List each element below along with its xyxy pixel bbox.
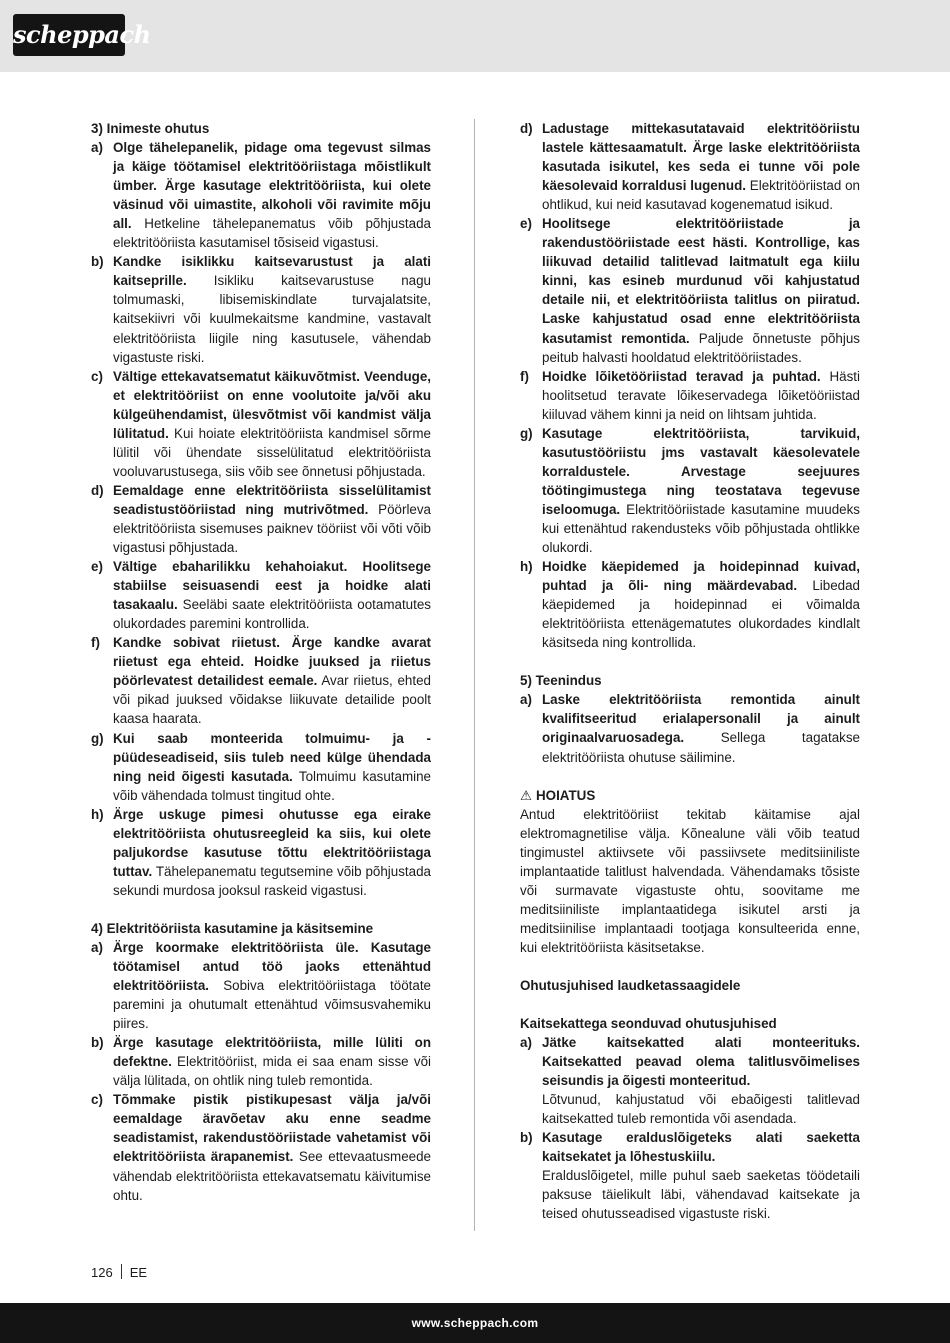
item-label: e) [520,216,532,232]
item-label: h) [91,806,104,822]
item-label: h) [520,559,533,575]
spacer [91,900,431,919]
spacer [520,995,860,1014]
item-label: b) [91,1035,104,1051]
item-label: g) [520,425,533,441]
list-item: b) Ärge kasutage elektritööriista, mille lüliti on defektne. Elektritööriist, mida ei saa enam sisse või välja lülitada, on ohtlik ning tuleb remontida. [91,1035,431,1089]
list-item: f) Hoidke lõiketööriistad teravad ja puhtad. Hästi hoolitsetud teravate lõikeservadega lõiketööriistad kiiluvad vähem kinni ja neid on lihtsam juhtida. [520,368,860,422]
section-title-tool-use: 4) Elektritööriista kasutamine ja käsitsemine [91,920,374,936]
header-band [0,0,950,72]
left-column [91,119,431,1205]
list-item: h) Ärge uskuge pimesi ohutusse ega eirake elektritööriista ohutusreegleid ka siis, kui olete paljukordse kasutuse tõttu elektritööriistaga tuttav. Tähelepanematu tegutsemine võib põhjustada sekundi murdosa jooksul raskeid vigastusi. [91,806,431,898]
list-item: b) Kandke isiklikku kaitsevarustust ja alati kaitseprille. Isikliku kaitsevarustuse nagu tolmumaski, libisemiskindlate turvajalatsite, kaitsekiivri või kuulmekaitsme kandmine, vastavalt elektritööriista liigile ning kasutusele, vähendab vigastuste riski. [91,254,431,365]
item-label: a) [520,692,532,708]
item-label: f) [91,635,100,651]
item-label: c) [91,368,103,384]
item-label: a) [520,1035,532,1051]
spacer [520,767,860,786]
list-item: a) Olge tähelepanelik, pidage oma tegevust silmas ja käige töötamisel elektritööriistaga mõistlikult ümber. Ärge kasutage elektritööriista, kui olete väsinud või uimastite, alkoholi või ravimite mõju all. Hetkeline tähelepanematus võib põhjustada elektritööriista kasutamisel tõsiseid vigastusi. [91,140,431,251]
list-item: e) Hoolitsege elektritööriistade ja rakendustööriistade eest hästi. Kontrollige, kas liikuvad detailid talitlevad laitmatult ega kiilu kinni, kas esineb murdunud või kahjustatud detaile nii, et elektritööriista talitlus on piiratud. Laske kahjustatud osad enne elektritööriista kasutamist remontida. Paljude õnnetuste põhjus peitub halvasti hooldatud elektritööriistades. [520,216,860,365]
item-label: a) [91,939,103,955]
warning-heading: ⚠ HOIATUS [520,786,860,805]
spacer [520,957,860,976]
item-label: a) [91,140,103,156]
footer-url: www.scheppach.com [411,1316,539,1330]
item-label: b) [520,1130,533,1146]
item-label: e) [91,559,103,575]
list-item: d) Eemaldage enne elektritööriista sisselülitamist seadistustööriistad ning mutrivõtmed. Pöörleva elektritööriista sisemuses paiknev tööriist või võti võib vigastusi põhjustada. [91,482,432,556]
footer-band [0,1303,950,1343]
list-item: b) Kasutage eralduslõigeteks alati saeketta kaitsekatet ja lõhestuskiilu. Eralduslõigetel, mille puhul saeb saeketas töödetaili paksuse täielikult läbi, vähendavad kaitsekate ja teised ohutusseadised vigastuste riski. [520,1130,860,1222]
section-title-guards: Kaitsekattega seonduvad ohutusjuhised [520,1016,777,1032]
page-separator [121,1264,122,1279]
warning-triangle-icon: ⚠ [520,787,533,803]
heading-table-saws: Ohutusjuhised laudketassaagidele [520,977,741,993]
item-label: g) [91,730,104,746]
column-divider [474,119,475,1231]
item-label: c) [91,1092,103,1108]
list-item: d) Ladustage mittekasutatavaid elektritööriistu lastele kättesaamatult. Ärge laske elektritööriista kasutada isikutel, kes seda ei tunne või pole käesolevaid korraldusi lugenud. Elektritööriistad on ohtlikud, kui neid kasutavad kogenematud isikud. [520,121,860,213]
right-column [520,119,860,1224]
list-item: a) Ärge koormake elektritööriista üle. Kasutage töötamisel antud töö jaoks ettenähtud elektritööriista. Sobiva elektritööriistaga töötate paremini ja ohutumalt ettenähtud võimsusvahemiku piires. [91,939,431,1032]
spacer [520,652,860,671]
list-item: a) Laske elektritööriista remontida ainult kvalifitseeritud erialapersonalil ja ainult originaalvaruosadega. Sellega tagatakse elektritööriista ohutuse säilimine. [520,692,860,765]
list-item: h) Hoidke käepidemed ja hoidepinnad kuivad, puhtad ja õli- ning määrdevabad. Libedad käepidemed ja hoidepinnad ei võimalda elektritööriista ettenägematutes olukordades kindlalt käsitseda ning kontrollida. [520,559,860,651]
list-item: c) Tõmmake pistik pistikupesast välja ja/või eemaldage äravõetav aku enne seadme seadistamist, rakendustööriistade vahetamist või elektritööriista ärapanemist. See ettevaatusmeede vähendab elektritööriista ettekavatsematu käivitumise ohtu. [91,1092,431,1203]
brand-logo: scheppach [13,14,125,56]
section-title-personal-safety: 3) Inimeste ohutus [91,121,210,136]
list-item: g) Kui saab monteerida tolmuimu- ja -püüdeseadiseid, siis tuleb need külge ühendada ning neid õigesti kasutada. Tolmuimu kasutamine võib vähendada tolmust tingitud ohte. [91,730,431,803]
list-item: c) Vältige ettekavatsematut käikuvõtmist. Veenduge, et elektritööriist on enne voolutoite ja/või aku külgeühendamist, ülesvõtmist või kandmist välja lülitatud. Kui hoiate elektritööriista kandmisel sõrme lülitil või ühendate sisselülitatud elektritööriista vooluvarustusega, siis võib see õnnetusi põhjustada. [91,368,431,479]
item-label: d) [91,482,104,498]
page-number: 126 EE [91,1265,148,1280]
list-item: g) Kasutage elektritööriista, tarvikuid, kasutustööriistu jms vastavalt käesolevatele korraldustele. Arvestage seejuures töötingimustega ning teostatava tegevuse iseloomuga. Elektritööriistade kasutamine muudeks kui ettenähtud rakendusteks võib põhjustada ohtlikke olukordi. [520,425,860,556]
item-label: f) [520,368,529,384]
warning-text: Antud elektritööriist tekitab käitamise ajal elektromagnetilise välja. Kõnealune väli võib teatud tingimustel aktiivsete või passiivsete meditsiiniliste implantaatide talitlust halvendada. Vähendamaks tõsiste või surmavate vigastuste ohtu, soovitame me meditsiiniliste implantaatidega isikutel arsti ja meditsiinilise implantaadi tootjaga konsulteerida enne, kui elektritööriista käsitsetakse. [520,806,860,955]
list-item: a) Jätke kaitsekatted alati monteerituks. Kaitsekatted peavad olema talitlusvõimelises seisundis ja õigesti monteeritud. Lõtvunud, kahjustatud või ebaõigesti talitlevad kaitsekatted tuleb remontida või asendada. [520,1035,860,1127]
list-item: f) Kandke sobivat riietust. Ärge kandke avarat riietust ega ehteid. Hoidke juuksed ja riietus pöörlevatest detailidest eemale. Avar riietus, ehted või pikad juuksed võidakse liikuvate detailide poolt kaasa haarata. [91,635,431,727]
list-item: e) Vältige ebaharilikku kehahoiakut. Hoolitsege stabiilse seisuasendi eest ja hoidke alati tasakaalu. Seeläbi saate elektritööriista ootamatutes olukordades paremini kontrollida. [91,559,431,632]
section-title-service: 5) Teenindus [520,673,602,689]
item-label: b) [91,254,104,270]
language-code: EE [129,1265,148,1280]
item-label: d) [520,121,533,136]
